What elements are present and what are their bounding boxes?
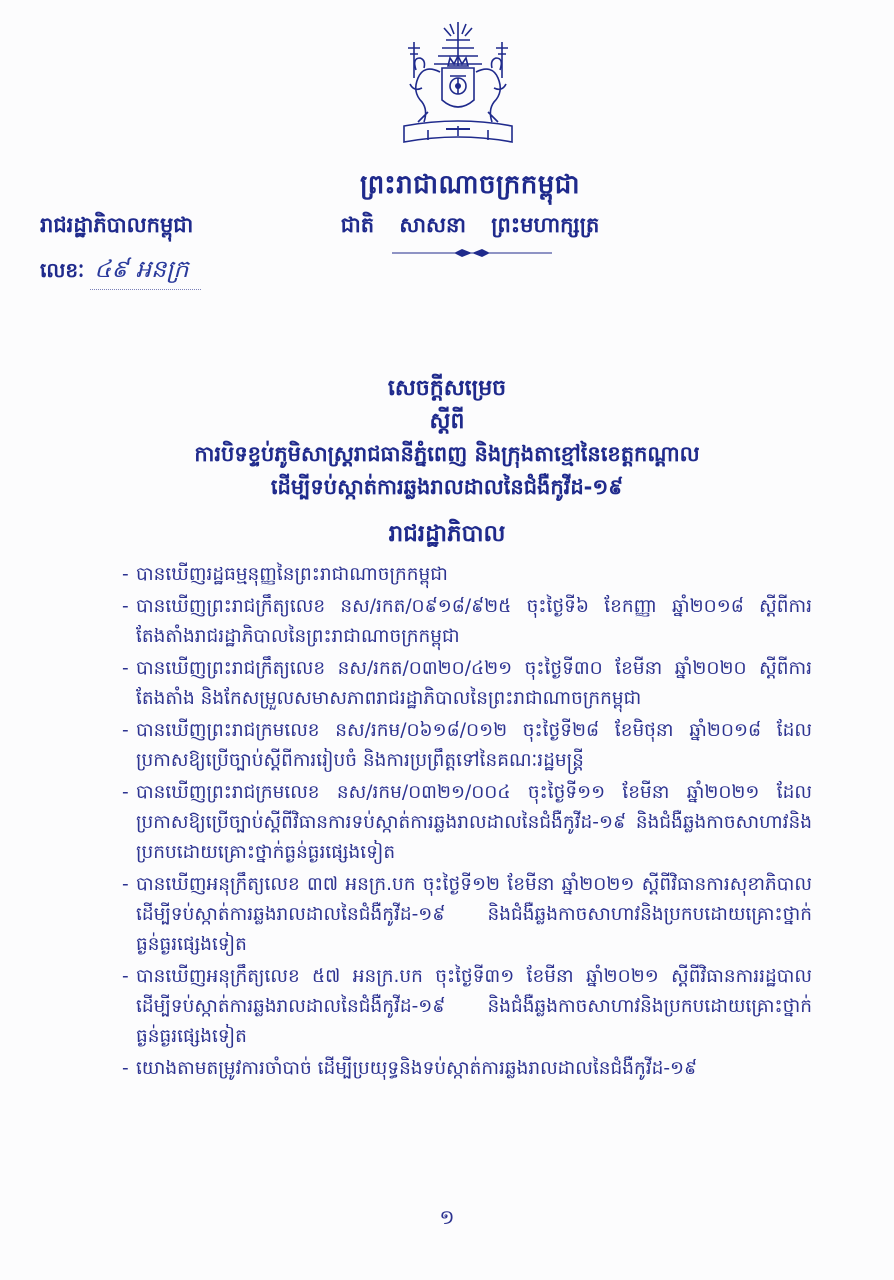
title-line-about: ស្តីពី [429, 409, 465, 434]
title-line-subject: ការបិទខ្ទប់ភូមិសាស្ត្ររាជធានីភ្នំពេញ និងក្រុងតាខ្មៅនៃខេត្តកណ្តាល [194, 442, 700, 466]
list-item: - យោងតាមតម្រូវការចាំបាច់ ដើម្បីប្រយុទ្ធនិងទប់ស្កាត់ការឆ្លងរាលដាលនៃជំងឺកូវីដ-១៩ [122, 1054, 812, 1084]
list-item: - បានឃើញព្រះរាជក្រមលេខ នស/រកម/០៣២១/០០៤ ចុះថ្ងៃទី១១ ខែមីនា ឆ្នាំ២០២១ ដែលប្រកាសឱ្យប្រើច្បាប់ស្តីពីវិធានការទប់ស្កាត់ការឆ្លងរាលដាលនៃជំងឺកូវីដ-១៩ និងជំងឺឆ្លងកាចសាហាវនិងប្រកបដោយគ្រោះថ្នាក់ធ្ងន់ធ្ងរផ្សេងទៀត [122, 778, 812, 868]
number-value: ៤៩ អនក្រ [90, 254, 200, 290]
list-item: - បានឃើញព្រះរាជក្រឹត្យលេខ នស/រកត/០៣២០/៤២១ ចុះថ្ងៃទី៣០ ខែមីនា ឆ្នាំ២០២០ ស្តីពីការតែងតាំង និងកែសម្រួលសមាសភាពរាជរដ្ឋាភិបាលនៃព្រះរាជាណាចក្រកម្ពុជា [122, 654, 812, 714]
decision-title [100, 372, 794, 504]
national-motto: ជាតិ សាសនា ព្រះមហាក្សត្រ [340, 213, 600, 237]
list-item: - បានឃើញព្រះរាជក្រឹត្យលេខ នស/រកត/០៩១៨/៩២៥ ចុះថ្ងៃទី៦ ខែកញ្ញា ឆ្នាំ២០១៨ ស្តីពីការតែងតាំងរាជរដ្ឋាភិបាលនៃព្រះរាជាណាចក្រកម្ពុជា [122, 592, 812, 652]
list-item: - បានឃើញអនុក្រឹត្យលេខ ៣៧ អនក្រ.បក ចុះថ្ងៃទី១២ ខែមីនា ឆ្នាំ២០២១ ស្តីពីវិធានការសុខាភិបាលដើម្បីទប់ស្កាត់ការឆ្លងរាលដាលនៃជំងឺកូវីដ-១៩ និងជំងឺឆ្លងកាចសាហាវនិងប្រកបដោយគ្រោះថ្នាក់ធ្ងន់ធ្ងរផ្សេងទៀត [122, 870, 812, 960]
page-number: ១ [439, 1205, 455, 1229]
royal-coat-of-arms-emblem [388, 18, 528, 158]
title-line-purpose: ដើម្បីទប់ស្កាត់ការឆ្លងរាលដាលនៃជំងឺកូវីដ-១៩ [270, 475, 624, 499]
kingdom-name: ព្រះរាជាណាចក្រកម្ពុជា [360, 170, 580, 200]
government-name: រាជរដ្ឋាភិបាលកម្ពុជា [40, 213, 194, 237]
number-label: លេខៈ [40, 258, 85, 282]
list-item: - បានឃើញព្រះរាជក្រមលេខ នស/រកម/០៦១៨/០១២ ចុះថ្ងៃទី២៨ ខែមិថុនា ឆ្នាំ២០១៨ ដែលប្រកាសឱ្យប្រើច្បាប់ស្តីពីការរៀបចំ និងការប្រព្រឹត្តទៅនៃគណៈរដ្ឋមន្ត្រី [122, 716, 812, 776]
section-heading: រាជរដ្ឋាភិបាល [388, 521, 506, 547]
title-line-decision: សេចក្តីសម្រេច [387, 376, 507, 401]
document-number [40, 254, 201, 290]
list-item: - បានឃើញអនុក្រឹត្យលេខ ៥៧ អនក្រ.បក ចុះថ្ងៃទី៣១ ខែមីនា ឆ្នាំ២០២១ ស្តីពីវិធានការរដ្ឋបាលដើម្បីទប់ស្កាត់ការឆ្លងរាលដាលនៃជំងឺកូវីដ-១៩ និងជំងឺឆ្លងកាចសាហាវនិងប្រកបដោយគ្រោះថ្នាក់ធ្ងន់ធ្ងរផ្សេងទៀត [122, 962, 812, 1052]
list-item: - បានឃើញរដ្ឋធម្មនុញ្ញនៃព្រះរាជាណាចក្រកម្ពុជា [122, 560, 812, 590]
divider-ornament [392, 248, 552, 258]
legal-basis-list [122, 560, 812, 1086]
